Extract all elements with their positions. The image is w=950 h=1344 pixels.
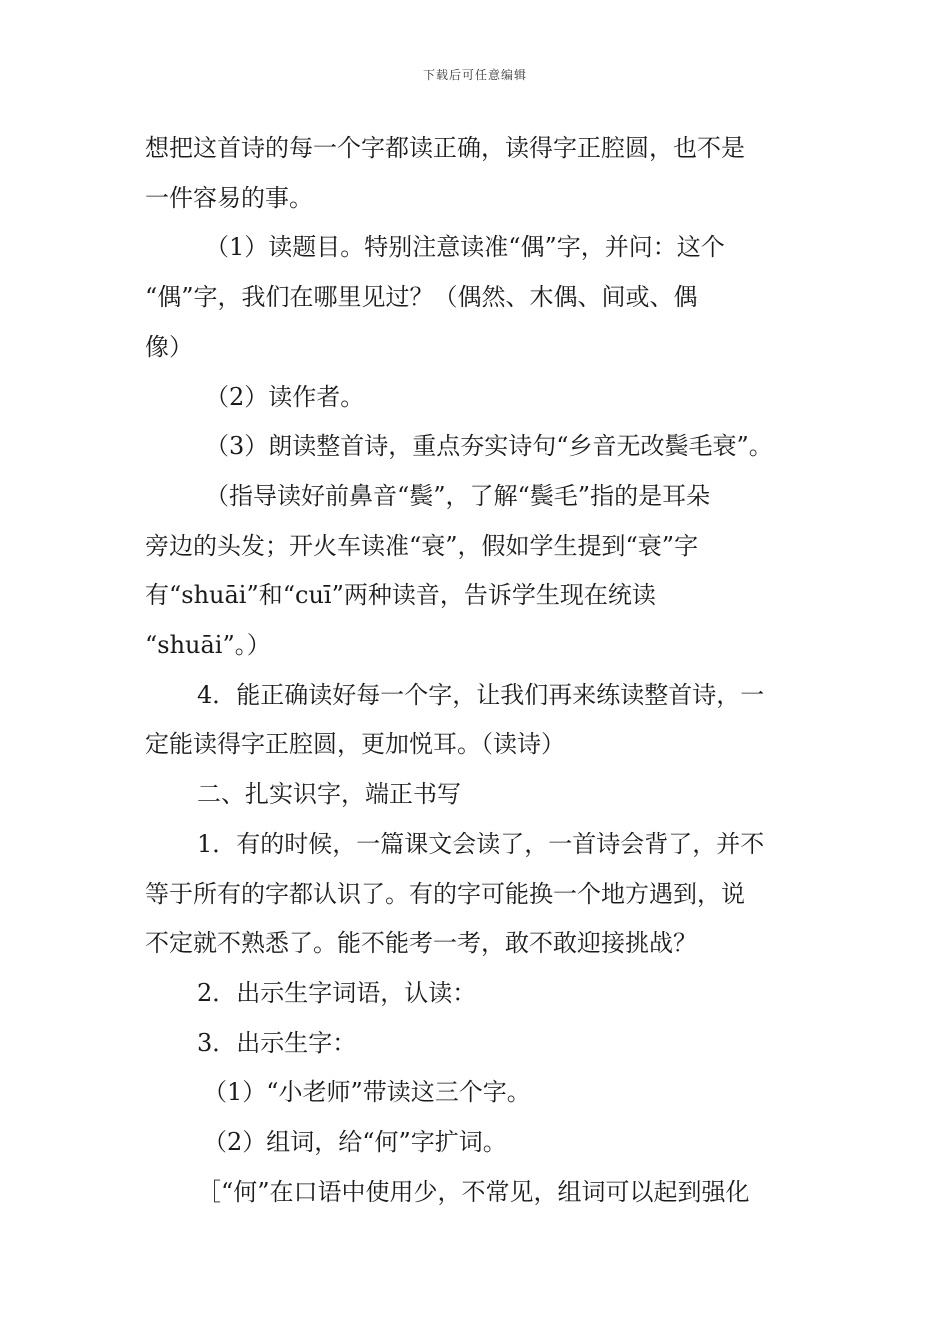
text-line: 定能读得字正腔圆，更加悦耳。（读诗） — [145, 730, 565, 759]
paragraph-item-2 — [145, 969, 810, 1019]
text-line: 4．能正确读好每一个字，让我们再来练读整首诗，一 — [197, 680, 765, 709]
paragraph-step-3 — [145, 422, 810, 472]
paragraph-step-1 — [145, 223, 810, 372]
paragraph-intro — [145, 124, 810, 223]
text-line: ［“何”在口语中使用少，不常见，组词可以起到强化 — [197, 1177, 750, 1206]
text-line: （1）“小老师”带读这三个字。 — [203, 1078, 531, 1107]
text-line: 一件容易的事。 — [145, 183, 313, 212]
text-line: （指导读好前鼻音“鬓”，了解“鬓毛”指的是耳朵 — [205, 481, 711, 510]
text-line: 1．有的时候，一篇课文会读了，一首诗会背了，并不 — [197, 829, 765, 858]
text-line: （2）读作者。 — [205, 382, 365, 411]
text-line: （1）读题目。特别注意读准“偶”字，并问：这个 — [205, 233, 725, 262]
page-header: 下载后可任意编辑 — [422, 68, 527, 82]
paragraph-item-4 — [145, 671, 810, 770]
paragraph-item-1 — [145, 820, 810, 969]
text-line: 像） — [145, 332, 193, 361]
paragraph-note — [145, 1168, 810, 1218]
text-line: （3）朗读整首诗，重点夯实诗句“乡音无改鬓毛衰”。 — [205, 432, 773, 461]
text-line: 旁边的头发；开火车读准“衰”，假如学生提到“衰”字 — [145, 531, 699, 560]
paragraph-step-2 — [145, 373, 810, 423]
paragraph-guidance — [145, 472, 810, 671]
text-line: 不定就不熟悉了。能不能考一考，敢不敢迎接挑战？ — [145, 929, 697, 958]
paragraph-sub-1 — [145, 1068, 810, 1118]
text-line: 等于所有的字都认识了。有的字可能换一个地方遇到，说 — [145, 879, 745, 908]
section-heading — [145, 770, 810, 820]
text-line: “偶”字，我们在哪里见过？（偶然、木偶、间或、偶 — [145, 283, 698, 312]
paragraph-sub-2 — [145, 1118, 810, 1168]
text-line: 有“shuāi”和“cuī”两种读音，告诉学生现在统读 — [145, 581, 656, 610]
text-line: 二、扎实识字，端正书写 — [197, 780, 461, 809]
text-line: 2．出示生字词语，认读： — [197, 978, 477, 1007]
document-body — [145, 124, 810, 1217]
text-line: 3．出示生字： — [197, 1028, 357, 1057]
paragraph-item-3 — [145, 1019, 810, 1069]
text-line: “shuāi”。） — [145, 631, 271, 660]
text-line: （2）组词，给“何”字扩词。 — [203, 1128, 507, 1157]
text-line: 想把这首诗的每一个字都读正确，读得字正腔圆，也不是 — [145, 134, 745, 162]
